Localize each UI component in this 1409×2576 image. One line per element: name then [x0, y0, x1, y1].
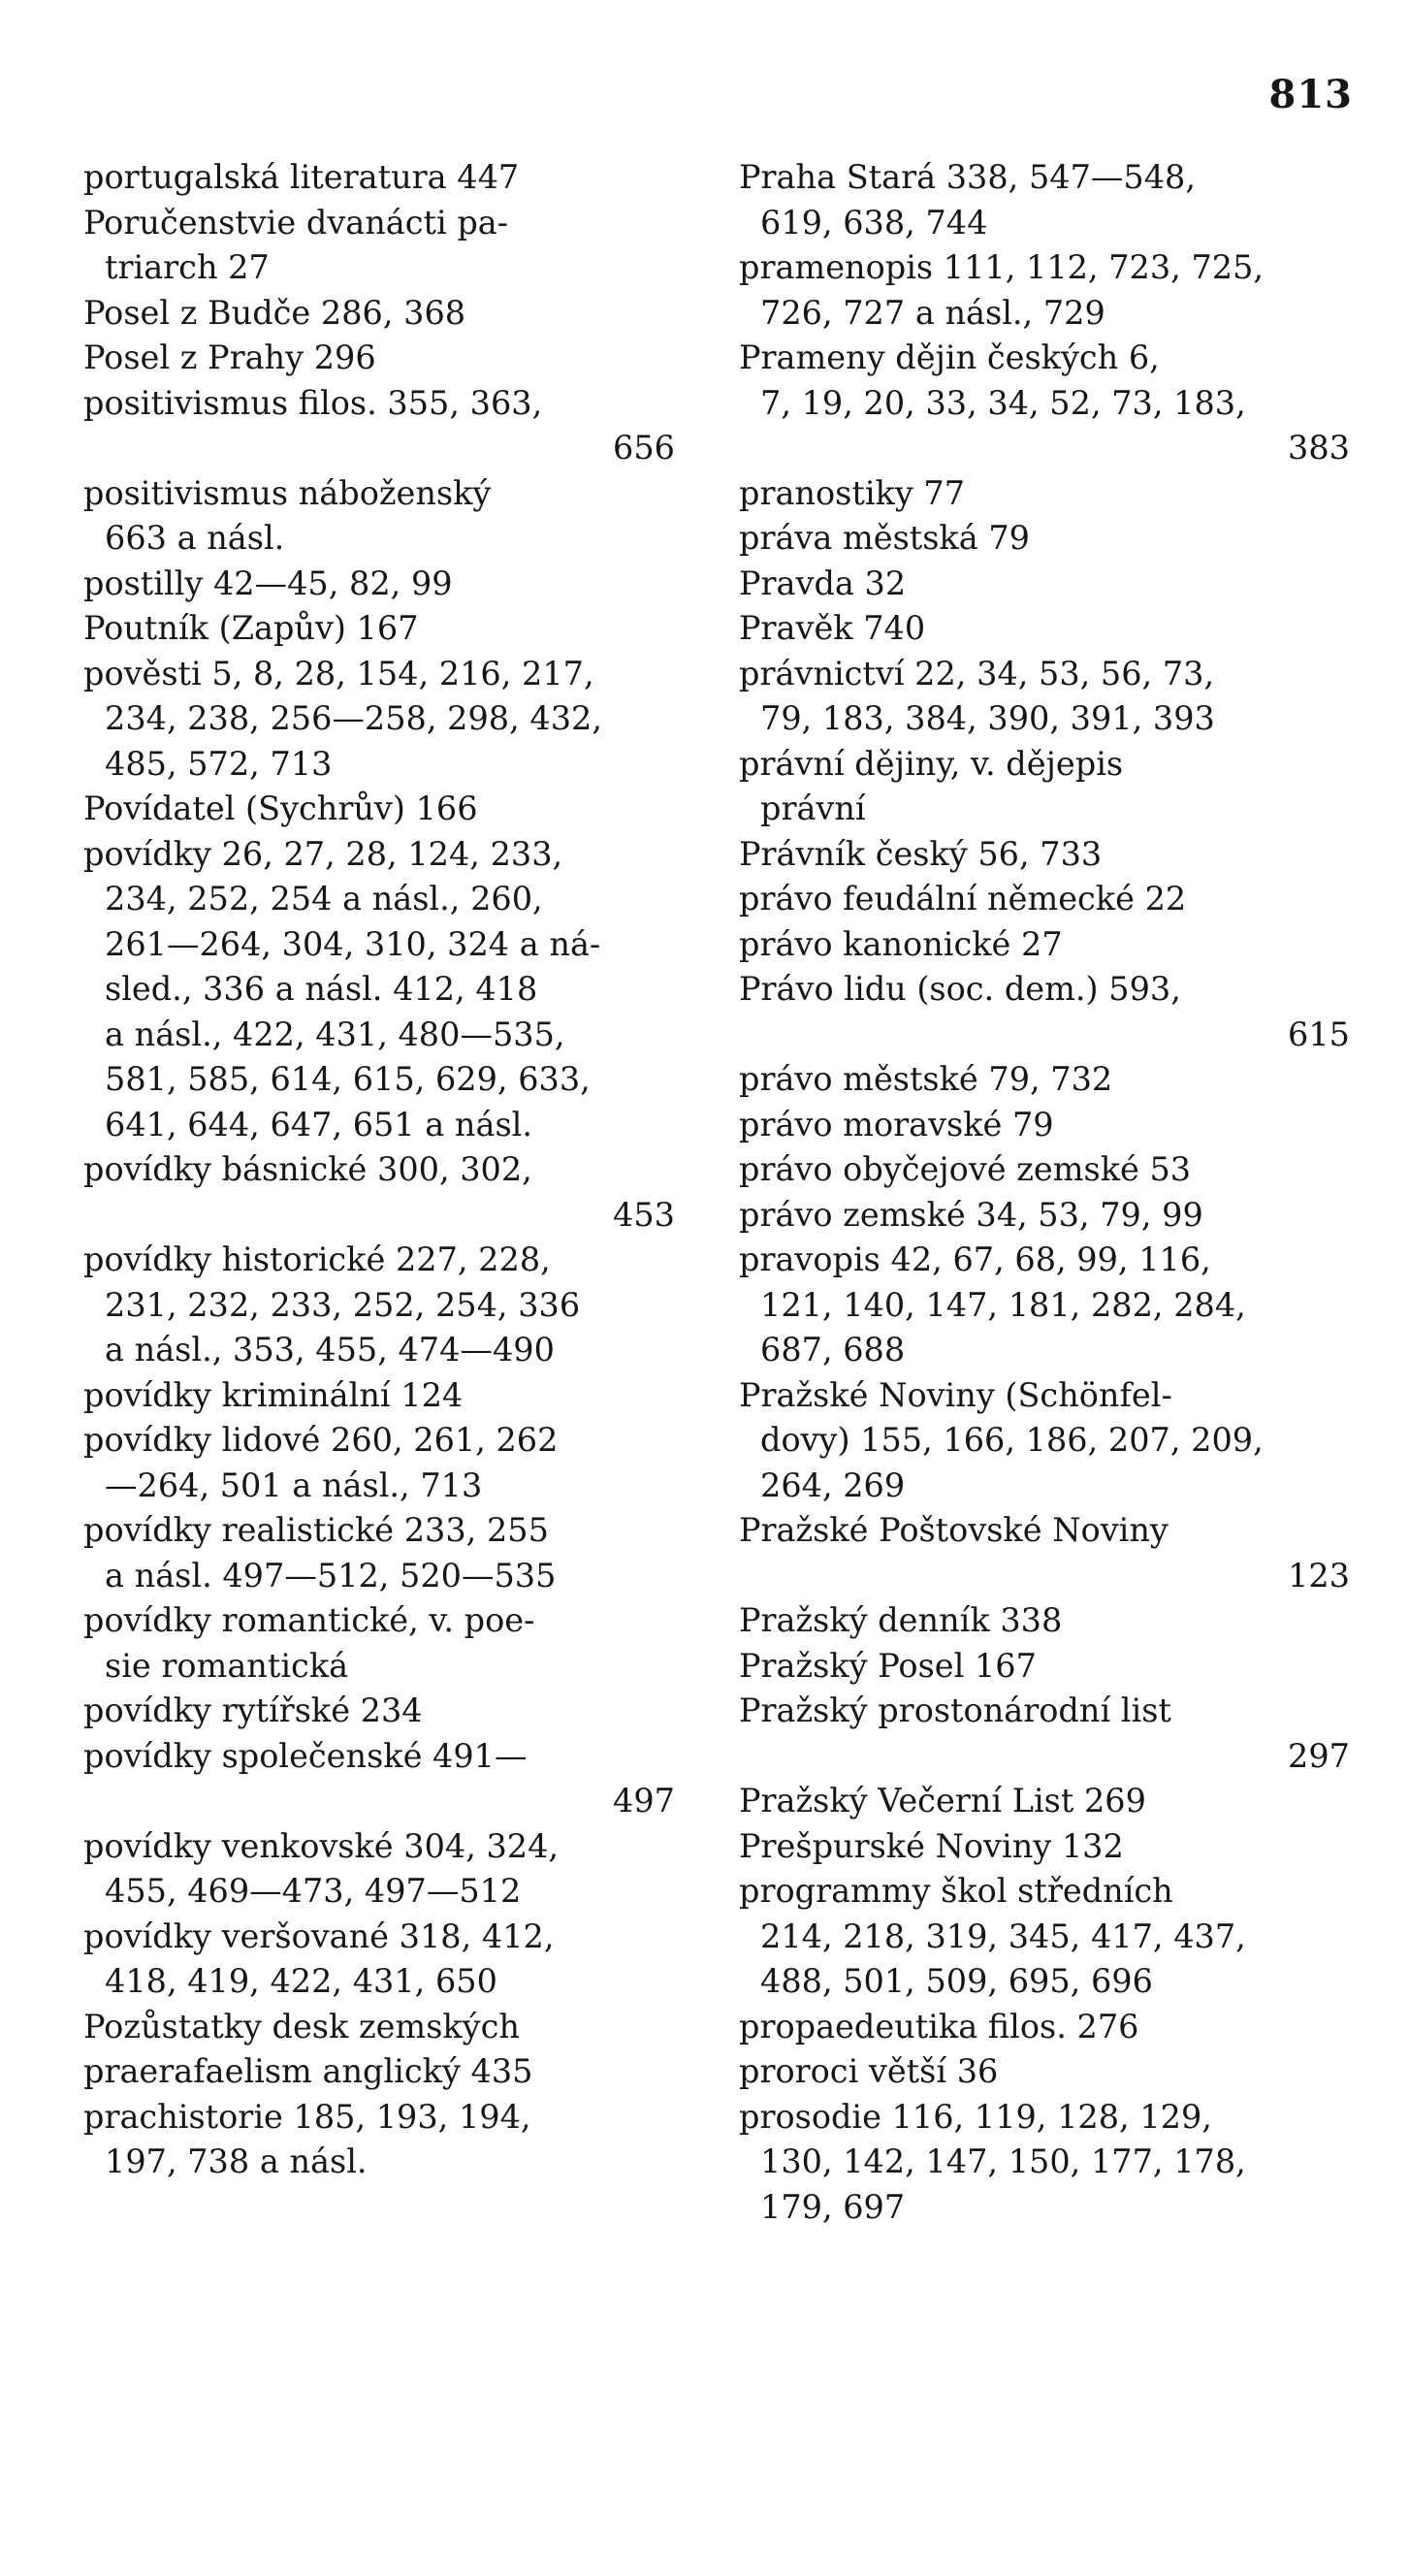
index-entry-line: 79, 183, 384, 390, 391, 393 [760, 699, 1215, 737]
index-entry-line: prachistorie 185, 193, 194, [83, 2097, 531, 2136]
index-entry [739, 606, 1350, 652]
index-entry [83, 1418, 675, 1508]
index-entry [739, 1238, 1350, 1373]
index-column-right [739, 155, 1350, 2230]
index-entry-line: postilly 42—45, 82, 99 [83, 564, 453, 602]
index-entry-line: 619, 638, 744 [760, 203, 988, 242]
index-entry-line: Povídatel (Sychrův) 166 [83, 789, 478, 827]
index-entry-line: 297 [1288, 1736, 1350, 1775]
index-entry [83, 201, 675, 291]
index-entry [739, 832, 1350, 878]
index-entry [739, 1598, 1350, 1644]
index-entry [739, 471, 1350, 517]
index-entry-line: právo městské 79, 732 [739, 1060, 1113, 1098]
index-entry-line: 581, 585, 614, 615, 629, 633, [105, 1060, 591, 1098]
index-entry-line: Prešpurské Noviny 132 [739, 1826, 1124, 1865]
index-entry [83, 1598, 675, 1689]
index-entry [83, 1689, 675, 1734]
index-entry-line: 656 [613, 429, 675, 467]
index-entry-line: práva městská 79 [739, 519, 1030, 557]
index-entry [83, 606, 675, 652]
index-entry [739, 2049, 1350, 2095]
index-entry-line: povídky historické 227, 228, [83, 1240, 551, 1278]
index-entry [739, 1779, 1350, 1824]
index-entry [739, 1824, 1350, 1870]
index-entry-line: povídky veršované 318, 412, [83, 1916, 555, 1955]
index-entry-line: pravopis 42, 67, 68, 99, 116, [739, 1240, 1211, 1278]
index-entry [739, 1103, 1350, 1148]
index-entry [739, 1193, 1350, 1239]
index-entry-line: Posel z Prahy 296 [83, 338, 376, 376]
index-entry-line: Poručenstvie dvanácti pa- [83, 203, 509, 242]
index-entry [83, 1238, 675, 1373]
index-entry-line: povídky rytířské 234 [83, 1691, 423, 1729]
index-entry-line: Pravěk 740 [739, 609, 926, 647]
index-entry [739, 336, 1350, 471]
index-entry-line: Prameny dějin českých 6, [739, 338, 1160, 376]
index-entry-line: Poutník (Zapův) 167 [83, 609, 419, 647]
index-entry-line: prosodie 116, 119, 128, 129, [739, 2097, 1212, 2136]
index-entry-line: pověsti 5, 8, 28, 154, 216, 217, [83, 654, 594, 692]
index-entry [83, 1508, 675, 1598]
index-entry-line: Právo lidu (soc. dem.) 593, [739, 970, 1181, 1008]
index-entry-line: právo obyčejové zemské 53 [739, 1150, 1192, 1188]
index-entry-line: povídky lidové 260, 261, 262 [83, 1421, 559, 1459]
index-entry [83, 1824, 675, 1915]
index-entry [739, 1147, 1350, 1193]
index-entry-line: portugalská literatura 447 [83, 158, 520, 196]
index-entry [739, 245, 1350, 336]
index-entry-line: a násl. 497—512, 520—535 [105, 1556, 557, 1594]
index-entry-line: proroci větší 36 [739, 2052, 999, 2090]
index-entry-line: 641, 644, 647, 651 a násl. [105, 1105, 533, 1143]
index-entry-line: 453 [613, 1195, 675, 1234]
index-entry-line: programmy škol středních [739, 1872, 1173, 1910]
index-entry-line: 231, 232, 233, 252, 254, 336 [105, 1285, 581, 1324]
index-entry-line: 615 [1288, 1014, 1350, 1053]
index-entry-line: sie romantická [105, 1646, 349, 1685]
index-entry-line: a násl., 422, 431, 480—535, [105, 1014, 565, 1053]
index-entry-line: 264, 269 [760, 1465, 906, 1504]
index-entry-line: 130, 142, 147, 150, 177, 178, [760, 2142, 1246, 2180]
index-entry-line: propaedeutika filos. 276 [739, 2007, 1139, 2045]
index-entry-line: povídky romantické, v. poe- [83, 1601, 535, 1639]
index-entry [83, 381, 675, 471]
index-entry-line: Praha Stará 338, 547—548, [739, 158, 1197, 196]
page-number: 813 [1268, 72, 1353, 117]
index-entry-line: povídky venkovské 304, 324, [83, 1826, 560, 1865]
index-entry-line: 485, 572, 713 [105, 744, 333, 783]
index-entry-line: právo feudální německé 22 [739, 880, 1187, 918]
index-entry-line: Pozůstatky desk zemských [83, 2007, 520, 2045]
index-entry [83, 1373, 675, 1419]
index-entry [83, 832, 675, 1148]
index-entry [83, 1915, 675, 2005]
index-entry-line: 383 [1288, 429, 1350, 467]
index-entry-line: právo kanonické 27 [739, 924, 1063, 963]
index-entry [739, 1373, 1350, 1509]
index-entry [739, 562, 1350, 607]
index-entry-line: 179, 697 [760, 2187, 906, 2226]
index-entry-line: 234, 252, 254 a násl., 260, [105, 880, 543, 918]
index-entry [739, 967, 1350, 1057]
index-entry [83, 652, 675, 788]
index-entry [739, 877, 1350, 922]
index-entry [83, 2005, 675, 2050]
index-entry-line: 455, 469—473, 497—512 [105, 1872, 522, 1910]
index-entry [739, 922, 1350, 968]
index-entry-line: povídky 26, 27, 28, 124, 233, [83, 834, 563, 873]
index-entry-line: 663 a násl. [105, 519, 285, 557]
index-entry-line: 121, 140, 147, 181, 282, 284, [760, 1285, 1246, 1324]
index-entry-line: 687, 688 [760, 1331, 906, 1368]
index-entry [739, 1508, 1350, 1598]
index-entry [83, 562, 675, 607]
index-entry-line: 418, 419, 422, 431, 650 [105, 1962, 497, 2000]
index-entry [739, 1869, 1350, 2005]
index-entry [739, 2005, 1350, 2050]
index-entry [739, 155, 1350, 245]
index-entry [83, 336, 675, 381]
index-entry-line: 123 [1288, 1556, 1350, 1594]
index-entry [739, 1689, 1350, 1779]
index-entry-line: Pražský denník 338 [739, 1601, 1063, 1639]
index-entry-line: Právník český 56, 733 [739, 834, 1103, 873]
index-entry [739, 516, 1350, 562]
index-entry-line: povídky realistické 233, 255 [83, 1511, 549, 1549]
index-entry-line: Pražský prostonárodní list [739, 1691, 1171, 1729]
index-entry-line: positivismus náboženský [83, 473, 492, 512]
index-entry-line: právnictví 22, 34, 53, 56, 73, [739, 654, 1215, 692]
index-entry-line: 497 [613, 1782, 675, 1819]
index-entry [739, 2095, 1350, 2231]
index-entry [739, 742, 1350, 832]
index-entry [83, 787, 675, 832]
index-entry-line: povídky básnické 300, 302, [83, 1150, 532, 1188]
index-entry-line: Pražské Noviny (Schönfel- [739, 1375, 1172, 1414]
index-entry-line: právní [760, 789, 866, 827]
index-entry-line: Pražské Poštovské Noviny [739, 1511, 1169, 1549]
index-entry-line: a násl., 353, 455, 474—490 [105, 1331, 555, 1368]
index-entry-line: povídky kriminální 124 [83, 1375, 464, 1414]
index-entry [739, 652, 1350, 742]
index-entry-line: positivismus filos. 355, 363, [83, 383, 543, 422]
index-entry-line: 197, 738 a násl. [105, 2142, 368, 2180]
index-entry-line: 7, 19, 20, 33, 34, 52, 73, 183, [760, 383, 1246, 422]
index-entry [83, 1147, 675, 1238]
index-entry [83, 291, 675, 337]
index-entry-line: 214, 218, 319, 345, 417, 437, [760, 1916, 1246, 1955]
index-entry-line: praerafaelism anglický 435 [83, 2052, 533, 2090]
index-entry-line: sled., 336 a násl. 412, 418 [105, 970, 538, 1008]
index-entry [83, 2049, 675, 2095]
index-entry-line: Pravda 32 [739, 564, 907, 602]
index-entry-line: triarch 27 [105, 248, 270, 286]
index-entry-line: 488, 501, 509, 695, 696 [760, 1962, 1153, 2000]
index-entry [739, 1057, 1350, 1103]
index-entry-line: právo moravské 79 [739, 1105, 1054, 1143]
index-entry-line: dovy) 155, 166, 186, 207, 209, [760, 1421, 1264, 1459]
index-entry-line: Posel z Budče 286, 368 [83, 293, 466, 332]
index-entry-line: povídky společenské 491— [83, 1736, 528, 1775]
index-entry-line: pranostiky 77 [739, 473, 966, 512]
index-entry-line: 726, 727 a násl., 729 [760, 293, 1105, 332]
index-entry-line: pramenopis 111, 112, 723, 725, [739, 248, 1265, 286]
index-entry-line: —264, 501 a násl., 713 [105, 1465, 483, 1504]
index-entry-line: 261—264, 304, 310, 324 a ná- [105, 924, 601, 963]
index-entry [83, 2095, 675, 2185]
index-entry [739, 1644, 1350, 1690]
index-column-left [83, 155, 675, 2185]
index-entry-line: Pražský Večerní List 269 [739, 1782, 1146, 1819]
index-entry [83, 155, 675, 201]
index-entry-line: právo zemské 34, 53, 79, 99 [739, 1195, 1203, 1234]
index-entry [83, 1734, 675, 1824]
index-entry-line: 234, 238, 256—258, 298, 432, [105, 699, 602, 737]
index-entry-line: právní dějiny, v. dějepis [739, 744, 1124, 783]
index-entry [83, 471, 675, 562]
index-entry-line: Pražský Posel 167 [739, 1646, 1037, 1685]
